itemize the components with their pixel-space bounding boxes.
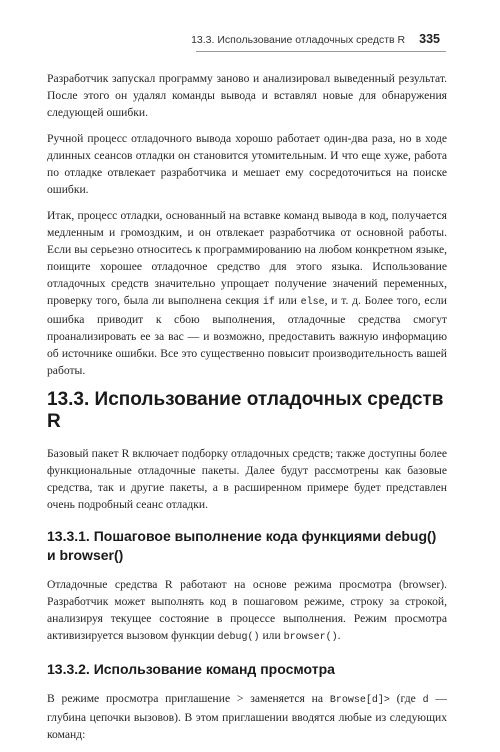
paragraph-3-text-c: , и т. д. Более того, если ошибка приводит к сбою выполнения, отладочные средства смогут проанализировать ее за вас — и возможно, предоставить важную информацию об источнике ошибки. Все это существенно повысит производительность вашей работы. (47, 294, 447, 377)
subsection-heading-1: 13.3.1. Пошаговое выполнение кода функциями debug() и browser() (47, 528, 437, 563)
page-body (47, 70, 447, 752)
paragraph-6-text-c: — глубина цепочки вызовов). В этом приглашении вводятся любые из следующих команд: (47, 692, 447, 741)
code-else: else (300, 297, 325, 308)
subsection-heading-2: 13.3.2. Использование команд просмотра (47, 661, 335, 677)
paragraph-3-text-b: или (278, 294, 297, 307)
paragraph-3-text-a: Итак, процесс отладки, основанный на вставке команд вывода в код, получается медленным и громоздким, и он отвлекает разработчика от основной работы. Если вы серьезно относитесь к программированию на любом конкретном языке, поищите хорошее отладочное средство для этого языка. Использование отладочных средств значительно упрощает получение значений переменных, проверку того, была ли выполнена секция (47, 209, 447, 307)
paragraph-5-text-a: Отладочные средства R работают на основе режима просмотра (browser). Разработчик может выполнять код в пошаговом режиме, строку за строкой, анализируя текущее состояние в процессе выполнения. Режим просмотра активизируется вызовом функции (47, 578, 447, 642)
page-number: 335 (419, 32, 440, 46)
paragraph-6-text-b: (где (396, 692, 416, 705)
paragraph-1: Разработчик запускал программу заново и анализировал выведенный результат. После этого он удалял команды вывода и вставлял новые для обнаружения следующей ошибки. (47, 72, 447, 119)
header-rule (196, 51, 446, 52)
running-header (0, 32, 440, 46)
code-debug: debug() (217, 632, 260, 643)
running-title: 13.3. Использование отладочных средств R (191, 34, 406, 46)
code-browse-prompt: Browse[d]> (329, 695, 390, 706)
code-d: d (422, 695, 429, 706)
paragraph-3 (47, 207, 447, 379)
section-heading: 13.3. Использование отладочных средств R (47, 389, 444, 432)
paragraph-5 (47, 576, 447, 646)
paragraph-4: Базовый пакет R включает подборку отладочных средств; также доступны более функциональные отладочные пакеты. Далее будут рассмотрены как базовые средства, так и другие пакеты, а в расширенном примере будет представлен очень подробный сеанс отладки. (47, 447, 447, 511)
paragraph-5-text-b: или (262, 629, 281, 642)
paragraph-5-text-c: . (337, 629, 341, 642)
code-browser: browser() (283, 632, 338, 643)
code-if: if (262, 297, 275, 308)
paragraph-6-text-a: В режиме просмотра приглашение > заменяется на (47, 692, 324, 705)
paragraph-2: Ручной процесс отладочного вывода хорошо работает один-два раза, но в ходе длинных сеансов отладки он становится утомительным. И что еще хуже, работа по отладке отвлекает разработчика и мешает ему сосредоточиться на поиске ошибки. (47, 132, 447, 196)
paragraph-6 (47, 690, 447, 743)
